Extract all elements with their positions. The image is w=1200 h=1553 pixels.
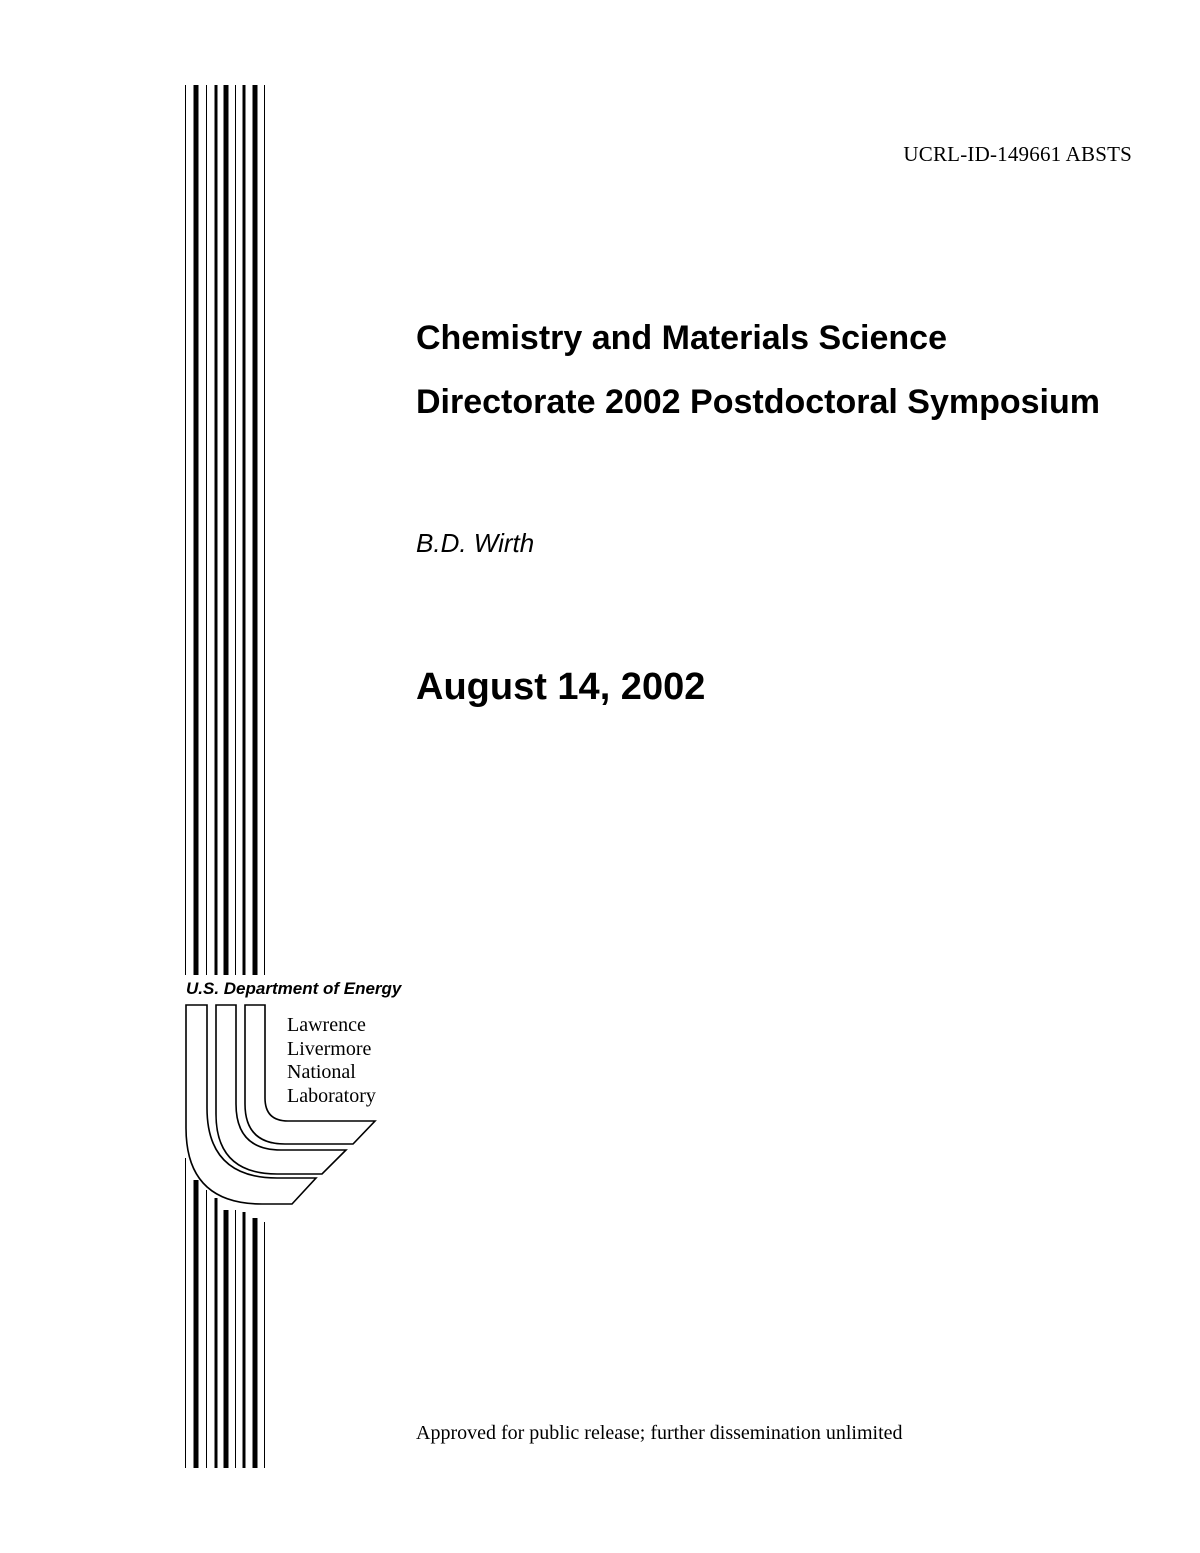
top-stripe-bars <box>186 85 265 975</box>
document-title <box>416 318 1156 446</box>
report-number: UCRL-ID-149661 ABSTS <box>903 142 1132 166</box>
title-line-1: Chemistry and Materials Science <box>416 319 948 357</box>
sponsor-label: U.S. Department of Energy <box>186 979 402 998</box>
bottom-stripe-bars <box>186 1158 265 1468</box>
lab-name-line-3: National <box>287 1061 356 1083</box>
title-line-2: Directorate 2002 Postdoctoral Symposium <box>416 383 1101 421</box>
lab-name-line-4: Laboratory <box>287 1084 376 1107</box>
author-name: B.D. Wirth <box>416 528 535 558</box>
lab-name <box>287 1014 376 1108</box>
lab-name-line-2: Livermore <box>287 1037 372 1060</box>
publication-date: August 14, 2002 <box>416 666 706 708</box>
lab-name-line-1: Lawrence <box>287 1014 366 1036</box>
release-statement: Approved for public release; further dissemination unlimited <box>416 1422 903 1444</box>
